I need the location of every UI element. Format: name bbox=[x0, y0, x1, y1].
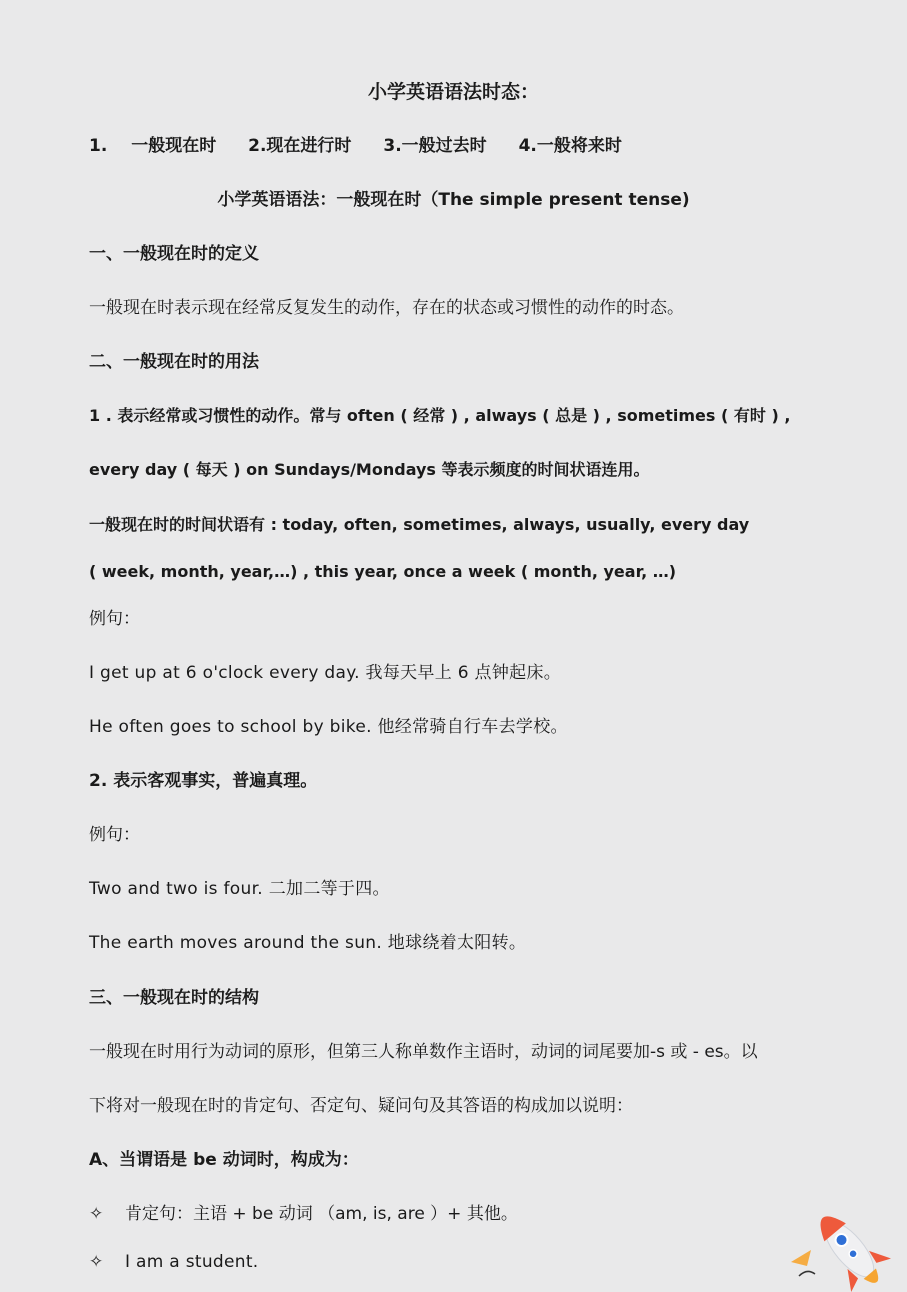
adverbials-line2: ( week, month, year,…) , this year, once a week ( month, year, …) bbox=[89, 562, 677, 581]
section3-text: 下将对一般现在时的肯定句、否定句、疑问句及其答语的构成加以说明： bbox=[89, 1096, 633, 1116]
adverbials-line1: 一般现在时的时间状语有 : today, often, sometimes, always, usually, every day bbox=[89, 515, 750, 534]
usage2-heading: 2. 表示客观事实，普遍真理。 bbox=[89, 771, 318, 791]
bullet-text: 肯定句：主语 + be 动词 （am, is, are ）+ 其他。 bbox=[125, 1204, 518, 1224]
page-title: 小学英语语法时态： bbox=[367, 81, 539, 103]
usage1-line1: 1 . 表示经常或习惯性的动作。常与 often ( 经常 ) , always ( 总是 ) , sometimes ( 有时 ) , bbox=[89, 406, 791, 425]
example-sentence: Two and two is four. 二加二等于四。 bbox=[89, 879, 390, 899]
example-sentence: He often goes to school by bike. 他经常骑自行车去学校。 bbox=[89, 717, 568, 737]
diamond-bullet-icon: ✧ bbox=[89, 1252, 104, 1272]
bullet-item bbox=[89, 1250, 259, 1274]
example-sentence: I get up at 6 o'clock every day. 我每天早上 6 点钟起床。 bbox=[89, 663, 562, 683]
example-label: 例句： bbox=[89, 825, 140, 845]
bullet-item bbox=[89, 1202, 518, 1226]
subtitle: 小学英语语法：一般现在时（The simple present tense) bbox=[217, 190, 690, 210]
tense-number: 1. bbox=[89, 136, 108, 156]
diamond-bullet-icon: ✧ bbox=[89, 1204, 104, 1224]
tense-item: 一般现在时 bbox=[131, 136, 217, 156]
tense-list bbox=[89, 134, 648, 158]
example-sentence: The earth moves around the sun. 地球绕着太阳转。 bbox=[89, 933, 527, 953]
section3-heading: 三、一般现在时的结构 bbox=[89, 988, 259, 1008]
bullet-text: I am a student. bbox=[125, 1252, 259, 1272]
usage1-line2: every day ( 每天 ) on Sundays/Mondays 等表示频度的时间状语连用。 bbox=[89, 460, 650, 479]
sectionA-heading: A、当谓语是 be 动词时，构成为： bbox=[89, 1150, 359, 1170]
rocket-icon[interactable] bbox=[789, 1192, 899, 1292]
tense-item: 3.一般过去时 bbox=[383, 136, 487, 156]
section1-heading: 一、一般现在时的定义 bbox=[89, 244, 259, 264]
tense-item: 2.现在进行时 bbox=[248, 136, 352, 156]
section2-heading: 二、一般现在时的用法 bbox=[89, 352, 259, 372]
section1-text: 一般现在时表示现在经常反复发生的动作，存在的状态或习惯性的动作的时态。 bbox=[89, 298, 684, 318]
example-label: 例句： bbox=[89, 609, 140, 629]
tense-item: 4.一般将来时 bbox=[518, 136, 622, 156]
section3-text: 一般现在时用行为动词的原形，但第三人称单数作主语时，动词的词尾要加-s 或 - es。以 bbox=[89, 1042, 758, 1062]
